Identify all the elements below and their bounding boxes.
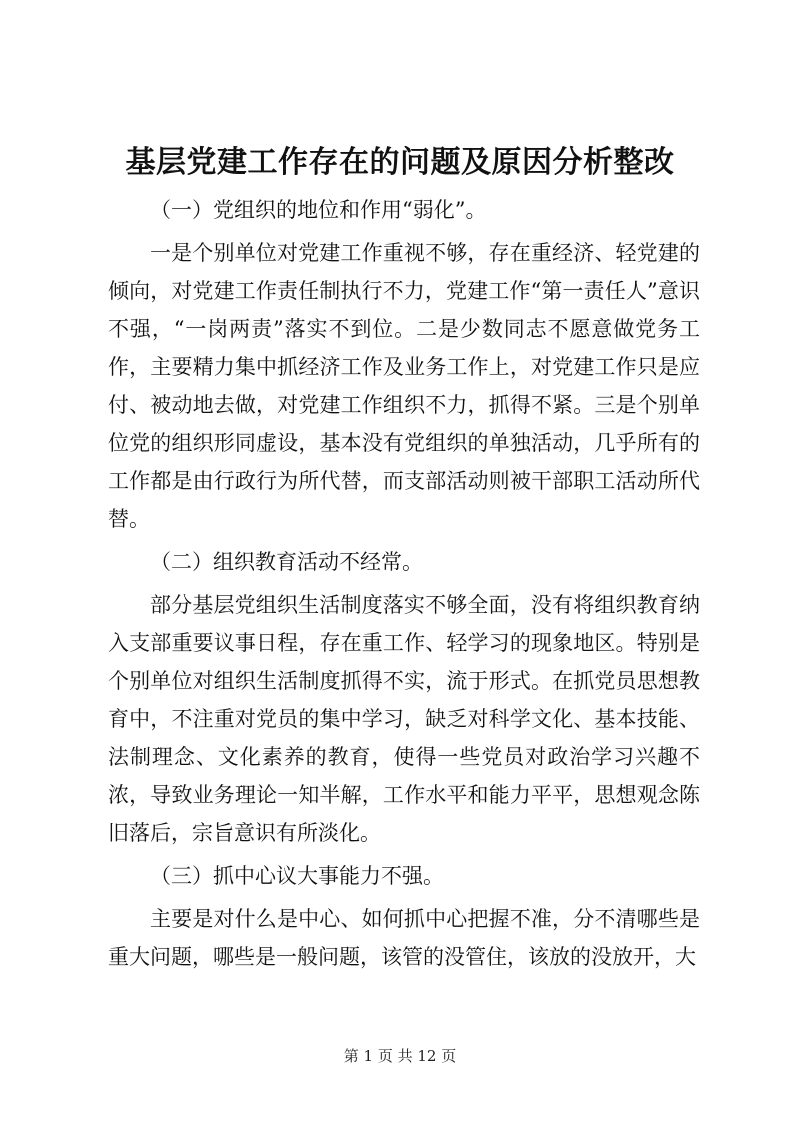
section-paragraph-3: 主要是对什么是中心、如何抓中心把握不准，分不清哪些是重大问题，哪些是一般问题，该管的没管住，该放的没放开，大 xyxy=(108,907,700,969)
section-heading-1: （一）党组织的地位和作用“弱化”。 xyxy=(150,198,487,222)
document-body xyxy=(108,186,700,980)
page-number-footer: 第 1 页 共 12 页 xyxy=(343,1047,457,1065)
section-paragraph-1: 一是个别单位对党建工作重视不够，存在重经济、轻党建的倾向，对党建工作责任制执行不力，党建工作“第一责任人”意识不强，“一岗两责”落实不到位。二是少数同志不愿意做党务工作，主要精力集中抓经济工作及业务工作上，对党建工作只是应付、被动地去做，对党建工作组织不力，抓得不紧。三是个别单位党的组织形同虚设，基本没有党组织的单独活动，几乎所有的工作都是由行政行为所代替，而支部活动则被干部职工活动所代替。 xyxy=(108,241,700,531)
section-heading-2: （二）组织教育活动不经常。 xyxy=(150,550,423,574)
section-heading-3: （三）抓中心议大事能力不强。 xyxy=(150,864,444,888)
section-paragraph-2: 部分基层党组织生活制度落实不够全面，没有将组织教育纳入支部重要议事日程，存在重工作、轻学习的现象地区。特别是个别单位对组织生活制度抓得不实，流于形式。在抓党员思想教育中，不注重对党员的集中学习，缺乏对科学文化、基本技能、法制理念、文化素养的教育，使得一些党员对政治学习兴趣不浓，导致业务理论一知半解，工作水平和能力平平，思想观念陈旧落后，宗旨意识有所淡化。 xyxy=(108,593,700,845)
document-title: 基层党建工作存在的问题及原因分析整改 xyxy=(125,145,675,180)
